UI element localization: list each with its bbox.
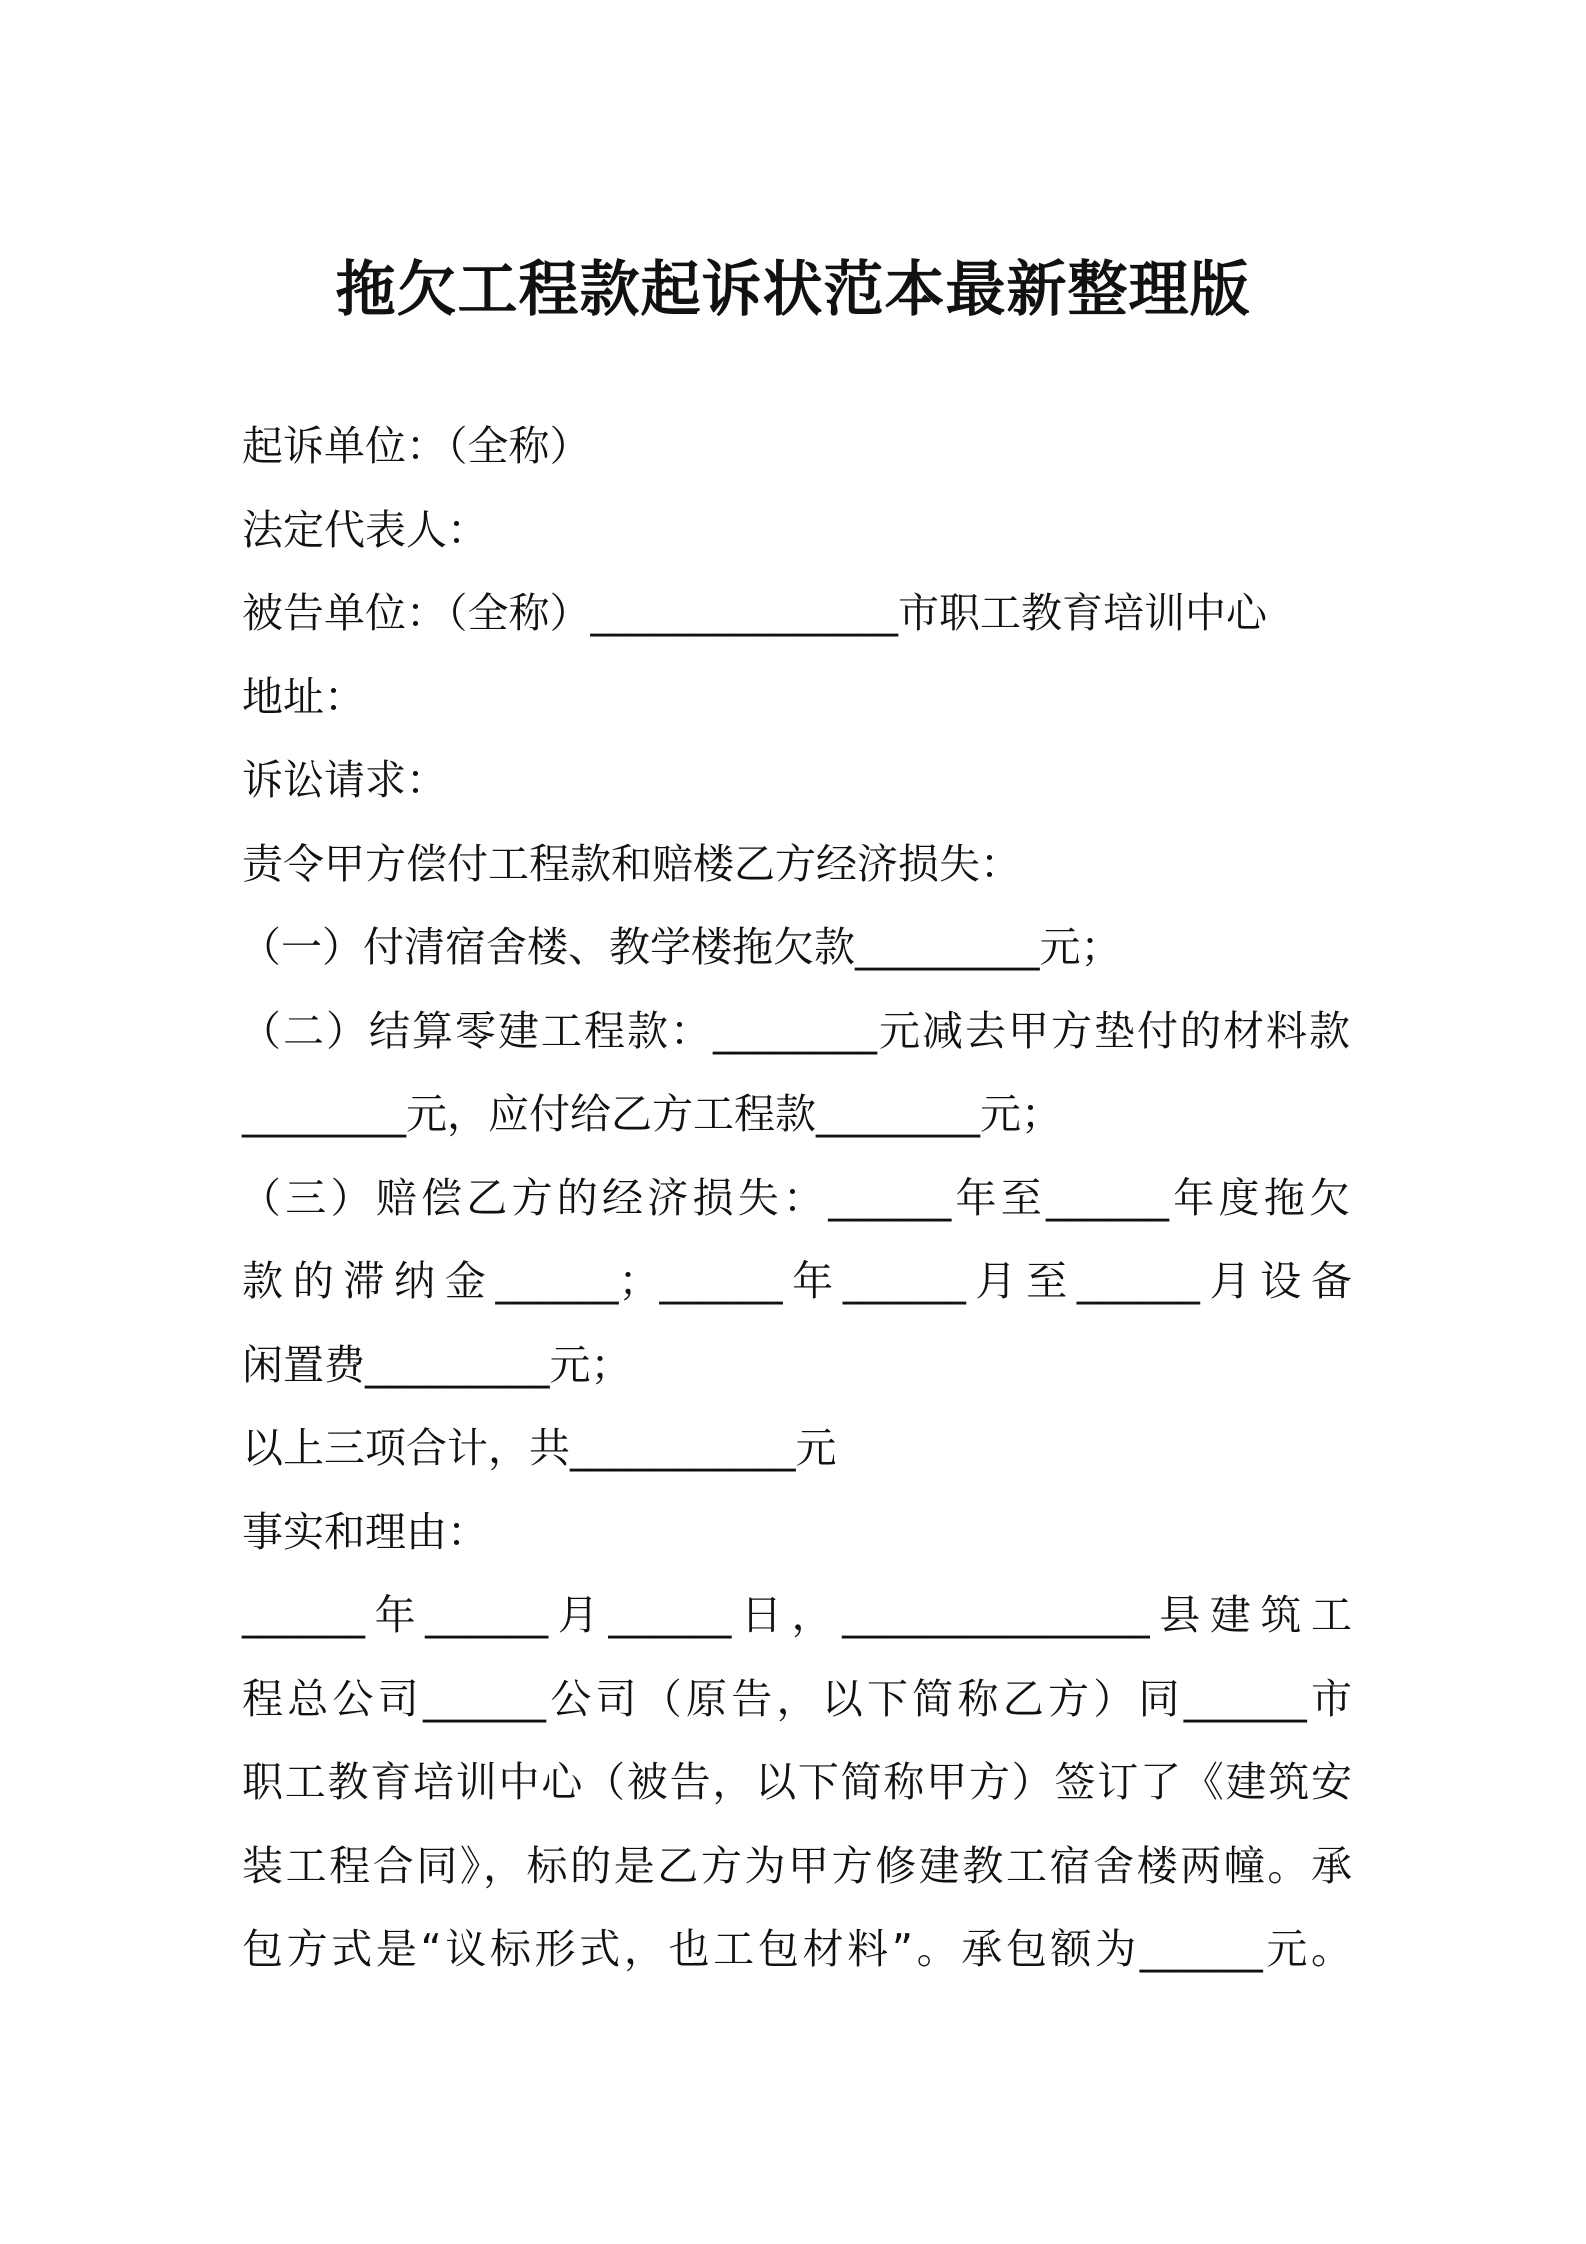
claims-heading: 诉讼请求：: [242, 756, 447, 804]
claim-item-1: （一）付清宿舍楼、教学楼拖欠款_________元；: [240, 923, 1122, 971]
claim-item-3-line-3: 闲置费_________元；: [242, 1340, 632, 1389]
plaintiff-line: 起诉单位：（全称）: [242, 422, 591, 470]
facts-paragraph-line-2: 程总公司______公司（原告，以下简称乙方）同______市: [242, 1674, 1352, 1723]
defendant-line: 被告单位：（全称）_______________市职工教育培训中心: [242, 589, 1267, 637]
claim-item-2-line-2: ________元，应付给乙方工程款________元；: [242, 1090, 1062, 1138]
facts-paragraph-line-5: 包方式是“议标形式，也工包材料”。承包额为______元。: [242, 1925, 1352, 1973]
facts-paragraph-line-1: ______年______月______日，_______________县建筑工: [242, 1591, 1352, 1639]
facts-paragraph-line-3: 职工教育培训中心（被告，以下简称甲方）签订了《建筑安: [242, 1758, 1352, 1806]
document-body: [242, 405, 1352, 1992]
claims-total-line: 以上三项合计，共___________元: [242, 1424, 837, 1472]
legal-representative-line: 法定代表人：: [242, 505, 488, 554]
facts-heading: 事实和理由：: [242, 1507, 488, 1556]
address-line: 地址：: [242, 672, 365, 721]
document-title: 拖欠工程款起诉状范本最新整理版: [335, 255, 1251, 325]
claim-item-2-line-1: （二）结算零建工程款：________元减去甲方垫付的材料款: [240, 1006, 1350, 1055]
claim-item-3-line-1: （三）赔偿乙方的经济损失：______年至______年度拖欠: [240, 1173, 1350, 1222]
claims-intro: 责令甲方偿付工程款和赔楼乙方经济损失：: [242, 839, 1021, 888]
facts-paragraph-line-4: 装工程合同》，标的是乙方为甲方修建教工宿舍楼两幢。承: [242, 1841, 1352, 1890]
claim-item-3-line-2: 款的滞纳金______；______年______月至______月设备: [242, 1257, 1352, 1305]
